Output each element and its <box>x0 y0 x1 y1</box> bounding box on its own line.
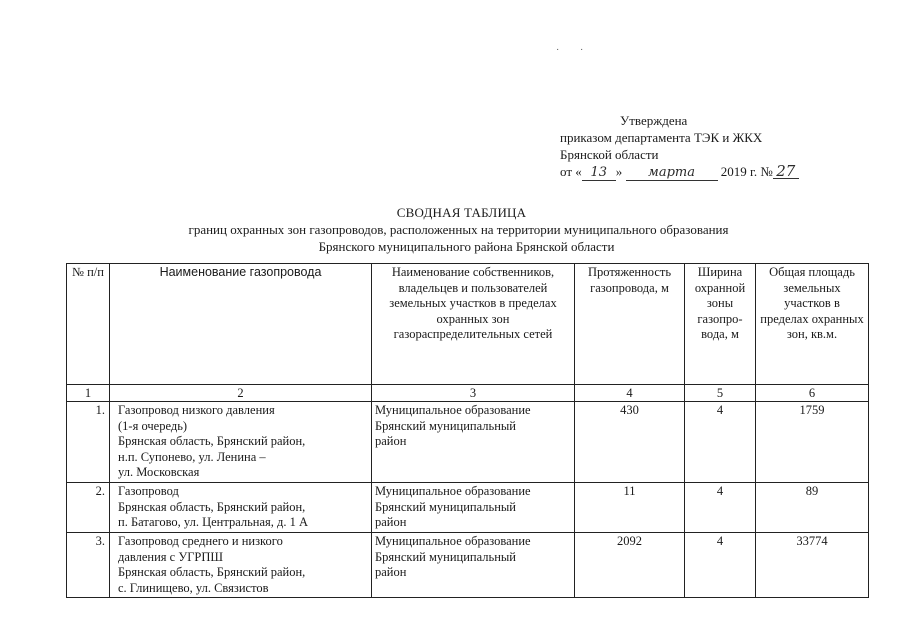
date-mid: » <box>615 164 623 179</box>
table-row <box>67 483 869 533</box>
document-title <box>0 204 905 255</box>
approval-date-line <box>560 163 799 181</box>
table-row <box>67 533 869 598</box>
row-name <box>110 533 372 598</box>
row-area: 1759 <box>756 402 869 483</box>
row-area: 89 <box>756 483 869 533</box>
owner-line: Брянский муниципальный <box>375 499 516 514</box>
name-line: Брянская область, Брянский район, <box>118 565 306 579</box>
name-line: Брянская область, Брянский район, <box>118 499 306 514</box>
owner-line: район <box>375 515 407 529</box>
row-owner <box>372 402 575 483</box>
index-cell: 6 <box>756 385 869 402</box>
owner-line: Муниципальное образование <box>375 534 531 548</box>
row-width: 4 <box>685 483 756 533</box>
owner-line: Брянский муниципальный <box>375 549 516 564</box>
table-header-row <box>67 264 869 385</box>
row-name <box>110 483 372 533</box>
table-index-row <box>67 385 869 402</box>
row-length: 2092 <box>575 533 685 598</box>
header-length: Протяженность газопровода, м <box>575 264 685 385</box>
owner-line: район <box>375 434 407 448</box>
owner-line: Брянский муниципальный <box>375 418 516 433</box>
row-num: 2. <box>67 483 110 533</box>
owner-line: район <box>375 565 407 579</box>
row-width: 4 <box>685 533 756 598</box>
name-line: Газопровод среднего и низкого <box>118 534 283 548</box>
name-line: ул. Московская <box>118 465 200 479</box>
approval-line-3: Брянской области <box>560 147 659 162</box>
row-owner <box>372 483 575 533</box>
handwritten-month: марта <box>626 166 718 181</box>
index-cell: 1 <box>67 385 110 402</box>
index-cell: 4 <box>575 385 685 402</box>
approval-stamp <box>560 112 799 181</box>
title-line-2: границ охранных зон газопроводов, расположенных на территории муниципального образования <box>188 222 729 237</box>
table-row <box>67 402 869 483</box>
owner-line: Муниципальное образование <box>375 403 531 417</box>
header-owner: Наименование собственников, владельцев и пользователей земельных участков в пределах охранных зон газораспределительных сетей <box>372 264 575 385</box>
name-line: Газопровод низкого давления <box>118 403 275 417</box>
row-num: 3. <box>67 533 110 598</box>
name-line: с. Глинищево, ул. Связистов <box>118 580 269 595</box>
header-area: Общая площадь земельных участков в пределах охранных зон, кв.м. <box>756 264 869 385</box>
name-line: (1-я очередь) <box>118 418 188 433</box>
row-num: 1. <box>67 402 110 483</box>
index-cell: 5 <box>685 385 756 402</box>
title-line-1: СВОДНАЯ ТАБЛИЦА <box>396 205 527 220</box>
title-line-3: Брянского муниципального района Брянской области <box>318 239 615 254</box>
row-length: 11 <box>575 483 685 533</box>
header-width: Ширина охранной зоны газопро-вода, м <box>685 264 756 385</box>
row-name <box>110 402 372 483</box>
index-cell: 2 <box>110 385 372 402</box>
header-name: Наименование газопровода <box>110 264 372 385</box>
approval-line-1: Утверждена <box>620 113 688 128</box>
row-length: 430 <box>575 402 685 483</box>
scan-speck: · <box>580 44 584 55</box>
number-sign: № <box>760 164 773 179</box>
summary-table <box>66 263 869 598</box>
index-cell: 3 <box>372 385 575 402</box>
name-line: давления с УГРПШ <box>118 549 224 564</box>
name-line: п. Батагово, ул. Центральная, д. 1 А <box>118 515 309 529</box>
handwritten-day: 13 <box>582 166 616 181</box>
name-line: Газопровод <box>118 484 179 498</box>
date-prefix: от « <box>560 164 582 179</box>
owner-line: Муниципальное образование <box>375 484 531 498</box>
date-year: 2019 г. <box>720 164 758 179</box>
row-area: 33774 <box>756 533 869 598</box>
row-owner <box>372 533 575 598</box>
row-width: 4 <box>685 402 756 483</box>
name-line: Брянская область, Брянский район, <box>118 434 306 448</box>
name-line: н.п. Супонево, ул. Ленина – <box>118 449 266 464</box>
scan-speck: · <box>556 44 560 55</box>
handwritten-order-number: 27 <box>773 164 799 179</box>
header-num: № п/п <box>67 264 110 385</box>
approval-line-2: приказом департамента ТЭК и ЖКХ <box>560 130 763 145</box>
